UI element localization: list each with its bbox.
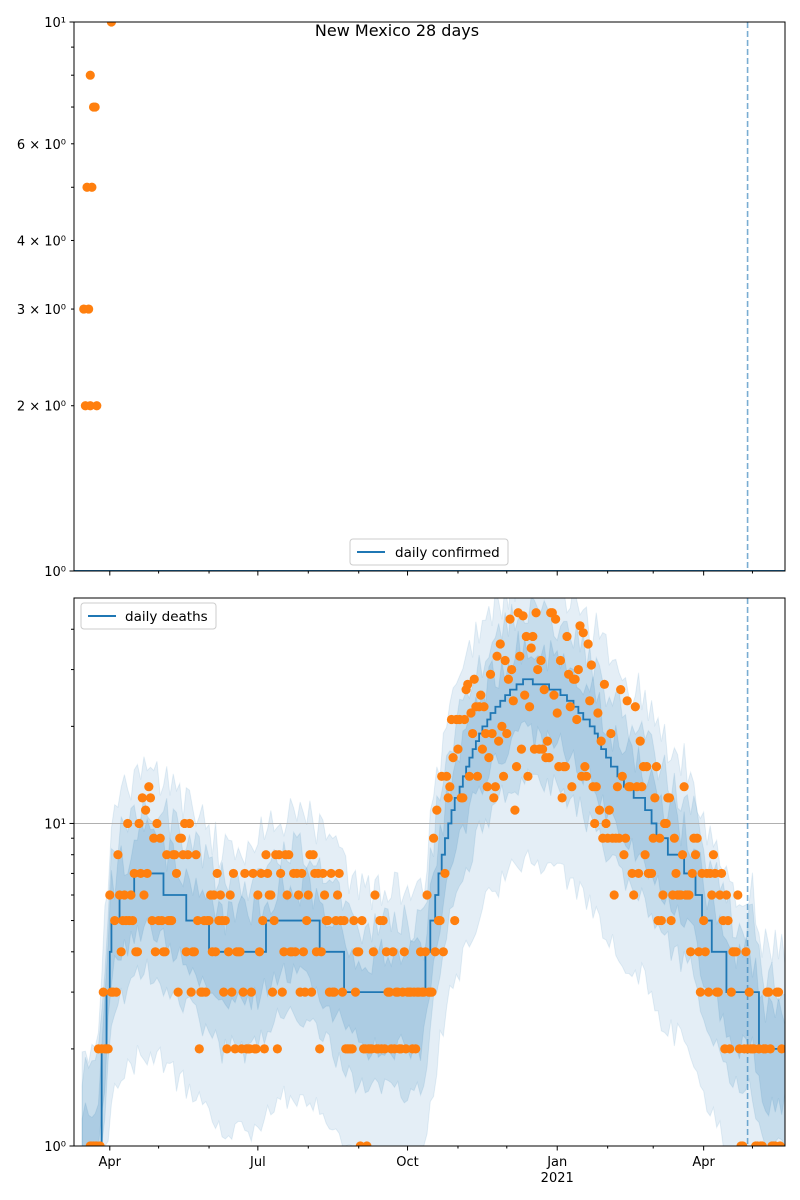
deaths-point <box>621 834 630 843</box>
x-tick-label: Apr <box>692 1155 715 1170</box>
deaths-point <box>766 1044 775 1053</box>
deaths-point <box>146 793 155 802</box>
deaths-point <box>239 988 248 997</box>
deaths-point <box>315 1044 324 1053</box>
deaths-point <box>224 947 233 956</box>
deaths-point <box>610 890 619 899</box>
deaths-point <box>509 696 518 705</box>
deaths-point <box>411 1044 420 1053</box>
deaths-point <box>349 916 358 925</box>
deaths-point <box>741 947 750 956</box>
deaths-point <box>191 850 200 859</box>
deaths-point <box>686 947 695 956</box>
deaths-point <box>579 628 588 637</box>
deaths-point <box>294 890 303 899</box>
confirmed-panel <box>17 16 785 580</box>
deaths-point <box>460 715 469 724</box>
deaths-point <box>126 890 135 899</box>
deaths-point <box>229 869 238 878</box>
deaths-point <box>432 806 441 815</box>
deaths-point <box>476 690 485 699</box>
deaths-point <box>174 988 183 997</box>
deaths-point <box>317 947 326 956</box>
deaths-point <box>733 890 742 899</box>
deaths-point <box>339 916 348 925</box>
deaths-point <box>141 806 150 815</box>
y-tick-label: 3 × 10⁰ <box>16 303 66 319</box>
deaths-point <box>479 702 488 711</box>
deaths-point <box>592 782 601 791</box>
deaths-point <box>504 675 513 684</box>
deaths-point <box>252 1044 261 1053</box>
deaths-point <box>421 947 430 956</box>
deaths-point <box>240 869 249 878</box>
deaths-point <box>727 988 736 997</box>
deaths-point <box>177 834 186 843</box>
deaths-point <box>540 685 549 694</box>
deaths-point <box>492 652 501 661</box>
deaths-point <box>507 665 516 674</box>
deaths-point <box>133 947 142 956</box>
deaths-point <box>195 1044 204 1053</box>
deaths-point <box>268 988 277 997</box>
deaths-point <box>110 916 119 925</box>
deaths-point <box>745 988 754 997</box>
deaths-point <box>99 988 108 997</box>
deaths-point <box>260 1044 269 1053</box>
deaths-point <box>670 834 679 843</box>
deaths-point <box>709 850 718 859</box>
y-tick-label: 10¹ <box>44 817 66 833</box>
deaths-point <box>261 850 270 859</box>
deaths-point <box>518 611 527 620</box>
deaths-point <box>533 665 542 674</box>
deaths-point <box>658 890 667 899</box>
deaths-point <box>652 762 661 771</box>
deaths-point <box>484 753 493 762</box>
deaths-point <box>623 696 632 705</box>
deaths-point <box>139 890 148 899</box>
deaths-point <box>258 916 267 925</box>
deaths-point <box>642 762 651 771</box>
deaths-point <box>134 819 143 828</box>
deaths-point <box>185 819 194 828</box>
deaths-point <box>379 916 388 925</box>
deaths-point <box>255 947 264 956</box>
deaths-point <box>531 608 540 617</box>
confirmed-point <box>84 304 93 313</box>
deaths-point <box>104 1044 113 1053</box>
deaths-point <box>593 708 602 717</box>
deaths-point <box>458 793 467 802</box>
deaths-point <box>707 890 716 899</box>
deaths-point <box>723 916 732 925</box>
deaths-point <box>691 850 700 859</box>
plot-frame <box>74 22 785 571</box>
deaths-point <box>187 988 196 997</box>
deaths-point <box>112 988 121 997</box>
deaths-point <box>671 869 680 878</box>
deaths-point <box>502 729 511 738</box>
deaths-point <box>235 947 244 956</box>
deaths-point <box>693 834 702 843</box>
deaths-point <box>138 793 147 802</box>
deaths-point <box>525 702 534 711</box>
deaths-point <box>320 890 329 899</box>
deaths-point <box>551 615 560 624</box>
deaths-point <box>369 947 378 956</box>
deaths-point <box>491 782 500 791</box>
deaths-point <box>351 988 360 997</box>
y-tick-label: 10⁰ <box>44 1140 66 1155</box>
deaths-point <box>662 819 671 828</box>
deaths-point <box>655 834 664 843</box>
deaths-point <box>688 869 697 878</box>
deaths-point <box>156 834 165 843</box>
deaths-point <box>618 772 627 781</box>
deaths-point <box>562 632 571 641</box>
deaths-point <box>536 656 545 665</box>
deaths-point <box>634 869 643 878</box>
deaths-point <box>667 916 676 925</box>
deaths-point <box>512 762 521 771</box>
deaths-point <box>152 819 161 828</box>
deaths-point <box>704 988 713 997</box>
x-tick-label: Jul <box>250 1155 266 1170</box>
deaths-point <box>597 737 606 746</box>
deaths-point <box>605 806 614 815</box>
deaths-point <box>636 737 645 746</box>
deaths-point <box>445 782 454 791</box>
deaths-point <box>657 916 666 925</box>
deaths-point <box>448 753 457 762</box>
deaths-point <box>400 947 409 956</box>
deaths-point <box>357 916 366 925</box>
deaths-point <box>270 916 279 925</box>
deaths-point <box>309 850 318 859</box>
deaths-point <box>183 850 192 859</box>
deaths-point <box>297 869 306 878</box>
deaths-point <box>330 988 339 997</box>
deaths-point <box>128 916 137 925</box>
deaths-point <box>590 819 599 828</box>
deaths-point <box>105 890 114 899</box>
deaths-point <box>566 702 575 711</box>
x-tick-label: Apr <box>98 1155 122 1170</box>
deaths-point <box>510 806 519 815</box>
y-tick-label: 2 × 10⁰ <box>16 399 66 415</box>
deaths-point <box>665 793 674 802</box>
deaths-point <box>505 615 514 624</box>
deaths-point <box>520 690 529 699</box>
deaths-point <box>725 1044 734 1053</box>
deaths-point <box>388 947 397 956</box>
deaths-point <box>647 869 656 878</box>
legend-label: daily deaths <box>125 609 208 625</box>
deaths-point <box>201 988 210 997</box>
deaths-point <box>699 916 708 925</box>
deaths-point <box>123 819 132 828</box>
deaths-point <box>601 819 610 828</box>
deaths-point <box>478 745 487 754</box>
deaths-point <box>450 916 459 925</box>
deaths-point <box>144 782 153 791</box>
deaths-point <box>501 656 510 665</box>
deaths-point <box>211 947 220 956</box>
x-tick-sublabel: 2021 <box>540 1171 574 1186</box>
legend-label: daily confirmed <box>395 545 500 561</box>
deaths-point <box>113 850 122 859</box>
deaths-point <box>227 988 236 997</box>
deaths-point <box>595 806 604 815</box>
deaths-point <box>571 675 580 684</box>
deaths-point <box>221 916 230 925</box>
deaths-point <box>117 947 126 956</box>
deaths-point <box>722 890 731 899</box>
deaths-point <box>422 890 431 899</box>
deaths-point <box>278 988 287 997</box>
deaths-point <box>470 675 479 684</box>
deaths-point <box>553 708 562 717</box>
y-tick-label: 10¹ <box>44 16 66 31</box>
deaths-point <box>580 762 589 771</box>
deaths-point <box>558 793 567 802</box>
deaths-point <box>326 869 335 878</box>
deaths-point <box>354 947 363 956</box>
deaths-point <box>442 772 451 781</box>
confirmed-point <box>87 183 96 192</box>
deaths-point <box>619 850 628 859</box>
deaths-point <box>253 890 262 899</box>
deaths-point <box>587 660 596 669</box>
deaths-point <box>440 869 449 878</box>
deaths-point <box>216 890 225 899</box>
deaths-point <box>323 916 332 925</box>
deaths-point <box>435 916 444 925</box>
deaths-point <box>370 890 379 899</box>
deaths-point <box>486 670 495 679</box>
deaths-point <box>572 715 581 724</box>
deaths-point <box>226 890 235 899</box>
deaths-point <box>637 782 646 791</box>
deaths-point <box>528 632 537 641</box>
deaths-point <box>302 916 311 925</box>
deaths-point <box>427 988 436 997</box>
x-tick-label: Jan <box>547 1155 568 1170</box>
deaths-point <box>488 729 497 738</box>
deaths-point <box>291 947 300 956</box>
deaths-point <box>606 729 615 738</box>
deaths-point <box>143 869 152 878</box>
deaths-point <box>640 850 649 859</box>
deaths-point <box>696 988 705 997</box>
deaths-point <box>468 729 477 738</box>
deaths-point <box>453 745 462 754</box>
deaths-point <box>629 890 638 899</box>
deaths-point <box>701 947 710 956</box>
deaths-point <box>276 869 285 878</box>
deaths-point <box>600 680 609 689</box>
deaths-point <box>499 772 508 781</box>
deaths-point <box>613 782 622 791</box>
deaths-point <box>151 947 160 956</box>
deaths-point <box>444 793 453 802</box>
deaths-point <box>167 916 176 925</box>
deaths-point <box>248 869 257 878</box>
deaths-point <box>172 869 181 878</box>
y-tick-label: 4 × 10⁰ <box>16 234 66 250</box>
confirmed-point <box>91 102 100 111</box>
deaths-point <box>273 1044 282 1053</box>
deaths-point <box>567 782 576 791</box>
chart-title: New Mexico 28 days <box>314 21 480 40</box>
deaths-point <box>543 737 552 746</box>
deaths-point <box>190 947 199 956</box>
deaths-point <box>213 869 222 878</box>
legend <box>350 539 508 565</box>
deaths-point <box>717 869 726 878</box>
deaths-point <box>333 890 342 899</box>
y-tick-label: 6 × 10⁰ <box>16 137 66 153</box>
deaths-point <box>283 890 292 899</box>
legend <box>81 603 216 629</box>
deaths-point <box>247 988 256 997</box>
deaths-point <box>527 643 536 652</box>
deaths-point <box>582 772 591 781</box>
y-tick-label: 10⁰ <box>44 565 66 580</box>
deaths-point <box>473 772 482 781</box>
deaths-point <box>764 988 773 997</box>
deaths-point <box>439 947 448 956</box>
deaths-point <box>338 988 347 997</box>
deaths-point <box>318 869 327 878</box>
deaths-point <box>161 947 170 956</box>
deaths-point <box>431 947 440 956</box>
deaths-point <box>684 890 693 899</box>
deaths-point <box>299 947 308 956</box>
deaths-panel <box>44 572 786 1186</box>
deaths-point <box>429 834 438 843</box>
deaths-point <box>263 869 272 878</box>
deaths-point <box>204 916 213 925</box>
deaths-point <box>517 745 526 754</box>
deaths-point <box>616 685 625 694</box>
deaths-point <box>549 690 558 699</box>
deaths-point <box>335 869 344 878</box>
deaths-point <box>585 696 594 705</box>
deaths-point <box>489 793 498 802</box>
deaths-point <box>266 890 275 899</box>
deaths-point <box>284 850 293 859</box>
x-tick-label: Oct <box>396 1155 419 1170</box>
deaths-point <box>574 665 583 674</box>
deaths-point <box>584 639 593 648</box>
deaths-point <box>219 988 228 997</box>
deaths-point <box>307 988 316 997</box>
deaths-point <box>678 850 687 859</box>
deaths-point <box>714 988 723 997</box>
deaths-point <box>561 762 570 771</box>
deaths-point <box>515 652 524 661</box>
deaths-point <box>650 793 659 802</box>
deaths-point <box>483 782 492 791</box>
deaths-point <box>496 639 505 648</box>
deaths-point <box>523 772 532 781</box>
deaths-point <box>170 850 179 859</box>
deaths-point <box>494 737 503 746</box>
deaths-point <box>631 702 640 711</box>
deaths-point <box>774 988 783 997</box>
deaths-point <box>544 753 553 762</box>
deaths-point <box>348 1044 357 1053</box>
confirmed-point <box>86 71 95 80</box>
deaths-point <box>465 772 474 781</box>
deaths-point <box>304 890 313 899</box>
confirmed-point <box>92 401 101 410</box>
deaths-point <box>538 745 547 754</box>
deaths-point <box>732 947 741 956</box>
deaths-point <box>556 656 565 665</box>
deaths-point <box>222 1044 231 1053</box>
deaths-point <box>680 782 689 791</box>
